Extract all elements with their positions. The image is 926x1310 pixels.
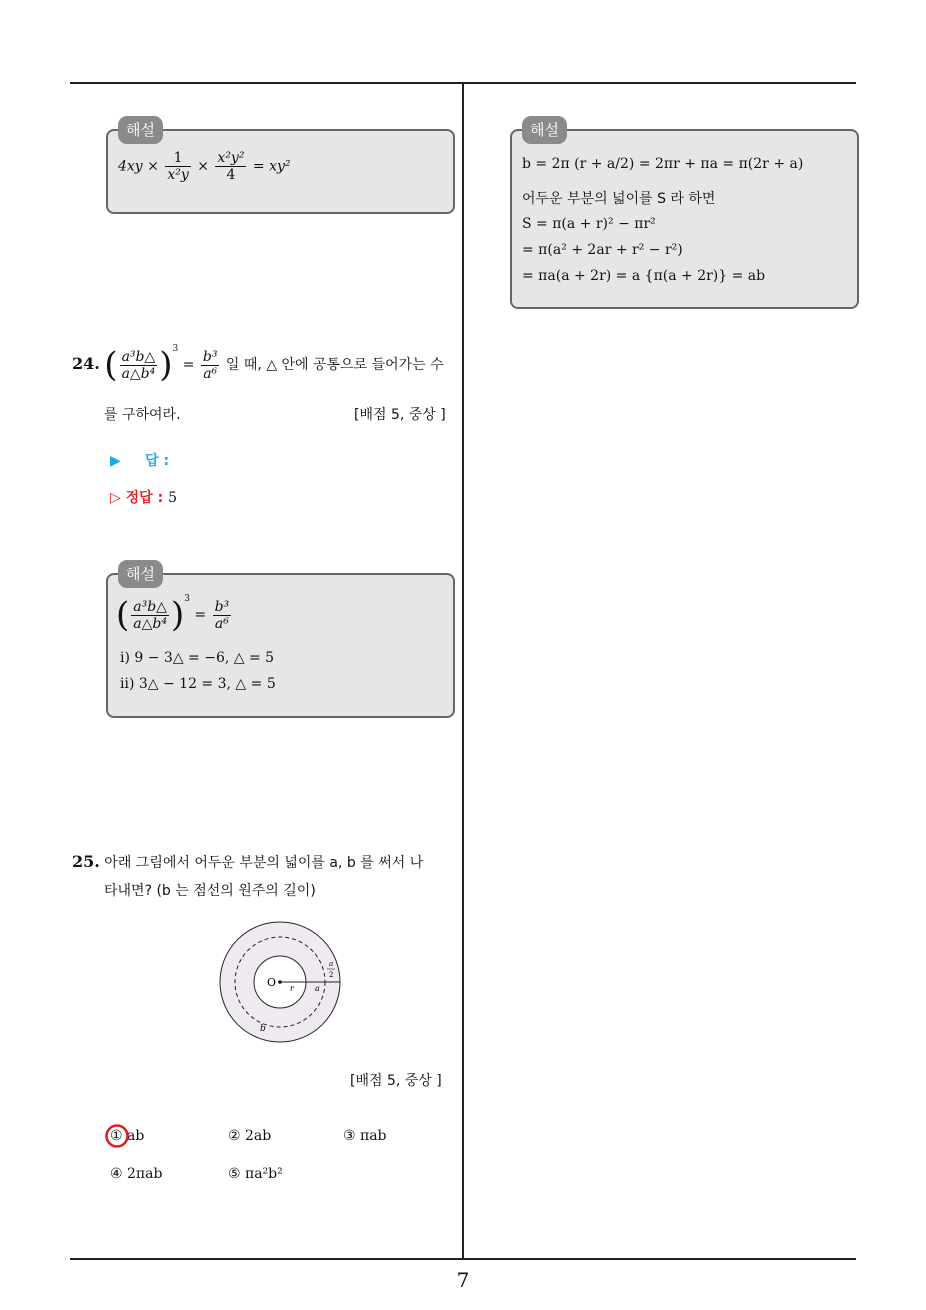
question-24-score: [배점 5, 중상 ] [354, 407, 446, 423]
question-25-score: [배점 5, 중상 ] [350, 1073, 442, 1089]
sol23-frac1: $\frac{1}{\text{x²y}}$ [167, 150, 189, 183]
question-number: 24. [72, 354, 100, 373]
correct-arrow-icon: ▷ [110, 490, 121, 506]
solution-25-line1: b = 2π (r + a/2) = 2πr + πa = π(2r + a) [522, 156, 804, 172]
choice-5[interactable]: ⑤ πa²b² [228, 1166, 283, 1182]
a-label: a [315, 984, 320, 993]
q25-text1: 아래 그림에서 어두운 부분의 넓이를 a, b 를 써서 나 [104, 855, 424, 871]
explain-tag: 해설 [522, 116, 567, 144]
explain-tag: 해설 [118, 560, 163, 588]
answer-label: 답 : [145, 453, 170, 469]
annulus-figure [212, 918, 352, 1048]
bottom-rule [70, 1258, 856, 1260]
question-25-line1 [72, 852, 423, 872]
column-divider [462, 83, 464, 1259]
choice-3[interactable]: ③ πab [343, 1128, 387, 1144]
solution-25-line3: S = π(a + r)² − πr² [522, 216, 656, 232]
answer-arrow-icon: ▶ [110, 453, 121, 469]
sol23-result: = xy² [252, 158, 291, 175]
question-24-line1: 24. ( $\frac{\text{a³b△}}{\text{a△b⁴}}$ )$^3$ = $\frac{\text{b³}}{\text{a⁶}}$ 일 때, △ 안에 공통으로 들어가는 수 [72, 344, 444, 385]
correct-label: 정답 : [125, 490, 164, 506]
solution-25-line4: = π(a² + 2ar + r² − r²) [522, 242, 683, 258]
answer-row[interactable] [110, 450, 169, 470]
b-label: b [260, 1024, 266, 1034]
solution-25-line5: = πa(a + 2r) = a {π(a + 2r)} = ab [522, 268, 766, 284]
r-label: r [290, 984, 294, 993]
solution-24-line2: ⅰ) 9 − 3△ = −6, △ = 5 [120, 650, 275, 666]
sol23-prefix: 4xy × [118, 158, 159, 175]
correct-answer-row [110, 487, 177, 507]
q24-rhs-frac: $\frac{\text{b³}}{\text{a⁶}}$ [202, 348, 218, 382]
question-number: 25. [72, 852, 100, 871]
solution-25-line2: 어두운 부분의 넓이를 S 라 하면 [522, 191, 716, 207]
question-25-line2: 타내면? (b 는 점선의 원주의 길이) [104, 883, 316, 899]
correct-value: 5 [168, 490, 177, 506]
page-number: 7 [456, 1268, 470, 1292]
sol24-rhs-frac: $\frac{\text{b³}}{\text{a⁶}}$ [214, 598, 230, 632]
choice-1[interactable]: ① ab [110, 1128, 145, 1144]
sol24-lhs-frac: $\frac{\text{a³b△}}{\text{a△b⁴}}$ [133, 598, 167, 632]
q24-lhs-frac: $\frac{\text{a³b△}}{\text{a△b⁴}}$ [121, 348, 156, 382]
choice-2[interactable]: ② 2ab [228, 1128, 272, 1144]
solution-24-line1: ( $\frac{\text{a³b△}}{\text{a△b⁴}}$ )$^3$ = $\frac{\text{b³}}{\text{a⁶}}$ [116, 594, 230, 635]
half-a-den: 2 [329, 971, 334, 979]
center-label: O [267, 976, 277, 989]
solution-23-line [118, 150, 291, 183]
choice-4[interactable]: ④ 2πab [110, 1166, 163, 1182]
solution-24-line3: ⅱ) 3△ − 12 = 3, △ = 5 [120, 676, 276, 692]
question-24-line2: 를 구하여라. [104, 407, 181, 423]
sol23-frac2: $\frac{\text{x²y²}}{4}$ [217, 150, 245, 183]
selected-circle-icon [104, 1123, 130, 1149]
half-a-num: a [329, 960, 334, 968]
sol23-times: × [197, 158, 209, 175]
explain-tag: 해설 [118, 116, 163, 144]
q24-text1: 일 때, △ 안에 공통으로 들어가는 수 [225, 357, 444, 373]
